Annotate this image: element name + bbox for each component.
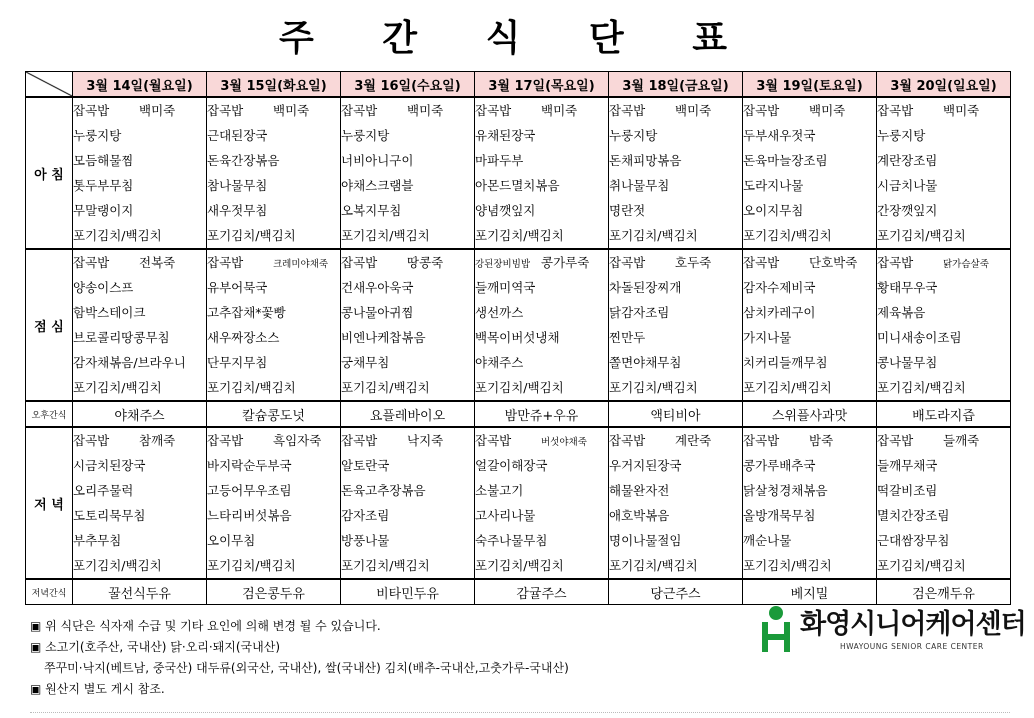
day-header: 3월 19일(토요일)	[743, 72, 877, 98]
menu-item: 근대된장국	[207, 128, 268, 143]
rice-item: 잡곡밥	[743, 103, 780, 118]
porridge-item: 전복죽	[139, 255, 176, 270]
day-header: 3월 17일(목요일)	[475, 72, 609, 98]
menu-item: 치커리들깨무침	[743, 355, 828, 370]
porridge-item: 계란죽	[675, 433, 712, 448]
rice-item: 강된장비빔밥	[475, 259, 531, 270]
porridge-item: 백미죽	[675, 103, 712, 118]
meal-label: 점 심	[26, 249, 73, 401]
snack-item: 꿀선식두유	[73, 579, 207, 605]
menu-item: 포기김치/백김치	[877, 228, 966, 243]
menu-item: 포기김치/백김치	[73, 380, 162, 395]
menu-item: 돈육마늘장조림	[743, 153, 828, 168]
porridge-item: 백미죽	[809, 103, 846, 118]
porridge-item: 백미죽	[273, 103, 310, 118]
menu-item: 계란장조림	[877, 153, 938, 168]
menu-item: 브로콜리땅콩무침	[73, 330, 170, 345]
menu-item: 포기김치/백김치	[877, 558, 966, 573]
porridge-item: 백미죽	[943, 103, 980, 118]
rice-item: 잡곡밥	[743, 433, 780, 448]
menu-item: 도토리묵무침	[73, 508, 146, 523]
menu-cell	[743, 97, 877, 249]
porridge-item: 낙지죽	[407, 433, 444, 448]
note-origin-other: 쭈꾸미·낙지(베트남, 중국산) 대두류(외국산, 국내산), 쌀(국내산) 김치(배추-국내산,고춧가루-국내산)	[44, 661, 569, 675]
porridge-item: 백미죽	[407, 103, 444, 118]
menu-item: 차돌된장찌개	[609, 280, 682, 295]
menu-item: 포기김치/백김치	[743, 558, 832, 573]
menu-cell	[877, 249, 1011, 401]
rice-item: 잡곡밥	[877, 433, 914, 448]
menu-item: 멸치간장조림	[877, 508, 950, 523]
logo-subtext: HWAYOUNG SENIOR CARE CENTER	[840, 642, 984, 651]
rice-porridge-line	[877, 428, 1010, 453]
breakfast-row	[26, 97, 1011, 249]
menu-item: 생선까스	[475, 305, 524, 320]
menu-cell	[341, 427, 475, 579]
rice-item: 잡곡밥	[609, 103, 646, 118]
center-logo	[756, 600, 1026, 660]
menu-item: 포기김치/백김치	[609, 558, 698, 573]
menu-cell	[475, 97, 609, 249]
snack-item: 검은깨두유	[877, 579, 1011, 605]
menu-item: 콩나물아귀찜	[341, 305, 414, 320]
menu-item: 콩가루배추국	[743, 458, 816, 473]
menu-item: 마파두부	[475, 153, 524, 168]
menu-item: 황태무우국	[877, 280, 938, 295]
menu-item: 백목이버섯냉채	[475, 330, 560, 345]
day-header: 3월 16일(수요일)	[341, 72, 475, 98]
menu-item: 돈육간장볶음	[207, 153, 280, 168]
menu-item: 누룽지탕	[877, 128, 926, 143]
porridge-item: 콩가루죽	[541, 255, 590, 270]
menu-item: 포기김치/백김치	[475, 380, 564, 395]
menu-item: 숙주나물무침	[475, 533, 548, 548]
rice-porridge-line	[609, 250, 742, 275]
menu-item: 시금치된장국	[73, 458, 146, 473]
rice-item: 잡곡밥	[877, 103, 914, 118]
porridge-item: 밤죽	[809, 433, 834, 448]
snack-item: 요플레바이오	[341, 401, 475, 427]
menu-item: 비엔나케찹볶음	[341, 330, 426, 345]
rice-porridge-line	[207, 98, 340, 123]
menu-item: 두부새우젓국	[743, 128, 816, 143]
menu-item: 야채주스	[475, 355, 524, 370]
menu-item: 도라지나물	[743, 178, 804, 193]
menu-item: 포기김치/백김치	[341, 380, 430, 395]
menu-item: 톳두부무침	[73, 178, 134, 193]
menu-item: 무말랭이지	[73, 203, 134, 218]
rice-porridge-line	[73, 98, 206, 123]
rice-porridge-line	[73, 250, 206, 275]
rice-porridge-line	[743, 98, 876, 123]
menu-item: 누룽지탕	[73, 128, 122, 143]
rice-porridge-line	[341, 428, 474, 453]
rice-item: 잡곡밥	[475, 103, 512, 118]
meal-label: 아 침	[26, 97, 73, 249]
porridge-item: 참깨죽	[139, 433, 176, 448]
weekly-menu-table	[25, 71, 1011, 605]
menu-item: 고등어무우조림	[207, 483, 292, 498]
snack-item: 밤만쥬+우유	[475, 401, 609, 427]
porridge-item: 크레미야채죽	[273, 259, 329, 270]
menu-item: 오이지무침	[743, 203, 804, 218]
menu-item: 오복지무침	[341, 203, 402, 218]
menu-item: 명이나물절임	[609, 533, 682, 548]
porridge-item: 백미죽	[139, 103, 176, 118]
logo-text: 화영시니어케어센터	[800, 609, 1026, 640]
menu-cell	[743, 249, 877, 401]
menu-item: 양송이스프	[73, 280, 134, 295]
menu-item: 모듬해물찜	[73, 153, 134, 168]
snack-label: 오후간식	[26, 401, 73, 427]
rice-porridge-line	[475, 98, 608, 123]
menu-cell	[609, 97, 743, 249]
menu-item: 오이무침	[207, 533, 256, 548]
menu-item: 닭살청경채볶음	[743, 483, 828, 498]
menu-item: 유부어묵국	[207, 280, 268, 295]
rice-item: 잡곡밥	[341, 103, 378, 118]
menu-item: 감자조림	[341, 508, 390, 523]
menu-item: 찐만두	[609, 330, 646, 345]
menu-item: 감자채볶음/브라우니	[73, 355, 186, 370]
menu-item: 포기김치/백김치	[475, 228, 564, 243]
menu-item: 간장깻잎지	[877, 203, 938, 218]
menu-item: 삼치카레구이	[743, 305, 816, 320]
menu-item: 바지락순두부국	[207, 458, 292, 473]
menu-item: 함박스테이크	[73, 305, 146, 320]
rice-item: 잡곡밥	[207, 255, 244, 270]
day-header-row	[26, 72, 1011, 98]
menu-item: 고사리나물	[475, 508, 536, 523]
porridge-item: 단호박죽	[809, 255, 858, 270]
menu-item: 돈채피망볶음	[609, 153, 682, 168]
rice-porridge-line	[475, 428, 608, 453]
menu-cell	[877, 97, 1011, 249]
menu-cell	[207, 249, 341, 401]
menu-item: 애호박볶음	[609, 508, 670, 523]
menu-item: 포기김치/백김치	[609, 380, 698, 395]
rice-item: 잡곡밥	[877, 255, 914, 270]
porridge-item: 버섯야채죽	[541, 437, 587, 448]
snack-item: 비타민두유	[341, 579, 475, 605]
menu-item: 닭감자조림	[609, 305, 670, 320]
rice-item: 잡곡밥	[73, 433, 110, 448]
menu-item: 들깨미역국	[475, 280, 536, 295]
menu-item: 포기김치/백김치	[609, 228, 698, 243]
rice-item: 잡곡밥	[743, 255, 780, 270]
menu-item: 건새우아욱국	[341, 280, 414, 295]
rice-porridge-line	[73, 428, 206, 453]
menu-item: 취나물무침	[609, 178, 670, 193]
menu-item: 포기김치/백김치	[743, 228, 832, 243]
menu-item: 포기김치/백김치	[207, 380, 296, 395]
menu-item: 느타리버섯볶음	[207, 508, 292, 523]
snack-item: 스위플사과맛	[743, 401, 877, 427]
snack-item: 감귤주스	[475, 579, 609, 605]
snack-item: 칼슘콩도넛	[207, 401, 341, 427]
menu-cell	[743, 427, 877, 579]
day-header: 3월 15일(화요일)	[207, 72, 341, 98]
menu-item: 미니새송이조림	[877, 330, 962, 345]
rice-porridge-line	[207, 428, 340, 453]
menu-cell	[207, 97, 341, 249]
note-change: ▣ 위 식단은 식자재 수급 및 기타 요인에 의해 변경 될 수 있습니다.	[30, 619, 381, 633]
menu-item: 감자수제비국	[743, 280, 816, 295]
menu-item: 양념깻잎지	[475, 203, 536, 218]
menu-item: 아몬드멸치볶음	[475, 178, 560, 193]
menu-cell	[877, 427, 1011, 579]
rice-porridge-line	[341, 250, 474, 275]
menu-item: 너비아니구이	[341, 153, 414, 168]
rice-item: 잡곡밥	[609, 255, 646, 270]
menu-item: 해물완자전	[609, 483, 670, 498]
menu-item: 얼갈이해장국	[475, 458, 548, 473]
rice-porridge-line	[341, 98, 474, 123]
porridge-item: 땅콩죽	[407, 255, 444, 270]
rice-porridge-line	[475, 250, 608, 275]
menu-item: 유채된장국	[475, 128, 536, 143]
menu-item: 누룽지탕	[341, 128, 390, 143]
snack-item: 검은콩두유	[207, 579, 341, 605]
rice-porridge-line	[877, 98, 1010, 123]
menu-item: 알토란국	[341, 458, 390, 473]
rice-porridge-line	[743, 250, 876, 275]
snack-item: 액티비아	[609, 401, 743, 427]
rice-porridge-line	[877, 250, 1010, 275]
menu-item: 깨순나물	[743, 533, 792, 548]
menu-item: 올방개묵무침	[743, 508, 816, 523]
menu-cell	[341, 97, 475, 249]
rice-item: 잡곡밥	[341, 255, 378, 270]
menu-cell	[341, 249, 475, 401]
corner-cell	[26, 72, 73, 98]
menu-item: 근대쌈장무침	[877, 533, 950, 548]
menu-item: 포기김치/백김치	[73, 558, 162, 573]
menu-item: 포기김치/백김치	[73, 228, 162, 243]
menu-item: 가지나물	[743, 330, 792, 345]
menu-item: 명란젓	[609, 203, 646, 218]
menu-item: 시금치나물	[877, 178, 938, 193]
menu-cell	[73, 427, 207, 579]
page-title: 주 간 식 단 표	[278, 18, 755, 59]
rice-item: 잡곡밥	[341, 433, 378, 448]
day-header: 3월 18일(금요일)	[609, 72, 743, 98]
menu-item: 궁채무침	[341, 355, 390, 370]
porridge-item: 들깨죽	[943, 433, 980, 448]
menu-item: 새우짜장소스	[207, 330, 280, 345]
menu-cell	[475, 427, 609, 579]
porridge-item: 닭가슴살죽	[943, 259, 989, 270]
day-header: 3월 20일(일요일)	[877, 72, 1011, 98]
menu-cell	[73, 249, 207, 401]
menu-cell	[609, 427, 743, 579]
menu-item: 야채스크램블	[341, 178, 414, 193]
afternoon_snack-row	[26, 401, 1011, 427]
bottom-divider	[30, 712, 1010, 713]
snack-item: 배도라지즙	[877, 401, 1011, 427]
rice-item: 잡곡밥	[207, 103, 244, 118]
rice-item: 잡곡밥	[475, 433, 512, 448]
lunch-row	[26, 249, 1011, 401]
meal-label: 저 녁	[26, 427, 73, 579]
menu-item: 포기김치/백김치	[207, 228, 296, 243]
snack-item: 야채주스	[73, 401, 207, 427]
rice-item: 잡곡밥	[73, 255, 110, 270]
menu-item: 방풍나물	[341, 533, 390, 548]
menu-item: 고추잡채*꽃빵	[207, 305, 286, 320]
menu-item: 들깨무채국	[877, 458, 938, 473]
menu-item: 포기김치/백김치	[207, 558, 296, 573]
snack-item: 당근주스	[609, 579, 743, 605]
note-origin-ref: ▣ 원산지 별도 게시 참조.	[30, 682, 165, 696]
menu-item: 단무지무침	[207, 355, 268, 370]
snack-label: 저녁간식	[26, 579, 73, 605]
menu-item: 소불고기	[475, 483, 524, 498]
menu-item: 오리주물럭	[73, 483, 134, 498]
menu-cell	[73, 97, 207, 249]
menu-item: 돈육고추장볶음	[341, 483, 426, 498]
note-origin-meat: ▣ 소고기(호주산, 국내산) 닭·오리·돼지(국내산)	[30, 640, 281, 654]
porridge-item: 흑임자죽	[273, 433, 322, 448]
rice-porridge-line	[743, 428, 876, 453]
porridge-item: 호두죽	[675, 255, 712, 270]
menu-item: 우거지된장국	[609, 458, 682, 473]
menu-cell	[207, 427, 341, 579]
menu-item: 새우젓무침	[207, 203, 268, 218]
rice-porridge-line	[609, 428, 742, 453]
menu-item: 포기김치/백김치	[475, 558, 564, 573]
menu-item: 참나물무침	[207, 178, 268, 193]
day-header: 3월 14일(월요일)	[73, 72, 207, 98]
menu-item: 부추무침	[73, 533, 122, 548]
menu-item: 제육볶음	[877, 305, 926, 320]
menu-item: 쫄면야채무침	[609, 355, 682, 370]
snack-item: 베지밀	[743, 579, 877, 605]
notes	[30, 616, 569, 700]
menu-cell	[475, 249, 609, 401]
menu-item: 누룽지탕	[609, 128, 658, 143]
menu-item: 포기김치/백김치	[341, 228, 430, 243]
rice-item: 잡곡밥	[207, 433, 244, 448]
menu-item: 포기김치/백김치	[341, 558, 430, 573]
menu-item: 포기김치/백김치	[877, 380, 966, 395]
rice-item: 잡곡밥	[73, 103, 110, 118]
menu-item: 콩나물무침	[877, 355, 938, 370]
porridge-item: 백미죽	[541, 103, 578, 118]
menu-item: 떡갈비조림	[877, 483, 938, 498]
rice-porridge-line	[609, 98, 742, 123]
menu-item: 포기김치/백김치	[743, 380, 832, 395]
rice-item: 잡곡밥	[609, 433, 646, 448]
rice-porridge-line	[207, 250, 340, 275]
dinner-row	[26, 427, 1011, 579]
logo-mark-icon	[756, 604, 796, 654]
menu-cell	[609, 249, 743, 401]
